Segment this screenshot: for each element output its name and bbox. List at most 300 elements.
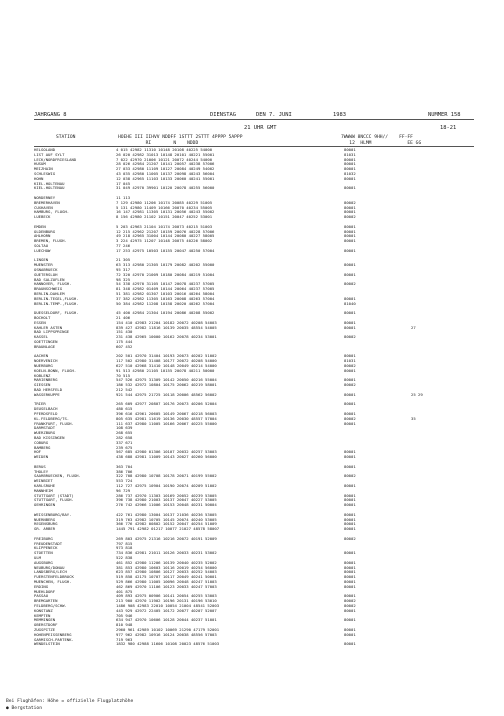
table-row xyxy=(0,335,504,339)
observation-data: 108 639 xyxy=(116,425,133,431)
table-row xyxy=(0,249,504,253)
station-name: EMDEN xyxy=(34,223,46,229)
observation-data: 28 026 42984 21207 10141 20057 40238 57006 xyxy=(116,161,215,167)
observation-data: 322 708 42980 10708 10178 20071 40199 55002 xyxy=(116,473,217,479)
station-name: REGENSBURG xyxy=(34,521,58,527)
table-row xyxy=(0,148,504,152)
group-code: 80001 xyxy=(344,641,356,647)
station-name: BRAUNSCHWEIG xyxy=(34,286,63,292)
observation-data: 719 963 xyxy=(116,636,133,642)
observation-data: 1832 980 42988 11606 10108 20023 48576 51003 xyxy=(116,641,220,647)
station-name: HOHENPEISSENBERG xyxy=(34,631,72,637)
table-row xyxy=(0,494,504,498)
group-code: 80001 xyxy=(344,631,356,637)
table-row xyxy=(0,618,504,622)
station-name: DARMSTADT xyxy=(34,425,56,431)
station-name: ULM xyxy=(34,555,42,560)
group-code: 80002 xyxy=(344,535,356,541)
station-name: STUTTGART, FLUGH. xyxy=(34,497,74,503)
station-name: MANNHEIM xyxy=(34,487,53,493)
table-row xyxy=(0,446,504,450)
station-name: AHLHORN xyxy=(34,233,51,239)
station-name: KOBLENZ xyxy=(34,372,51,378)
column-header-station: STATION xyxy=(56,135,76,140)
volume-label: JAHRGANG 8 xyxy=(34,112,67,118)
observation-data: 396 616 42961 20605 10149 20067 40218 56003 xyxy=(116,411,217,416)
observation-time: 21 UHR GMT xyxy=(244,125,277,131)
table-row xyxy=(0,407,504,411)
table-row xyxy=(0,158,504,162)
table-row xyxy=(0,326,504,330)
station-name: KONSTANZ xyxy=(34,607,53,613)
table-row xyxy=(0,556,504,560)
group-code: 80001 xyxy=(344,353,356,359)
table-row xyxy=(0,330,504,334)
observation-data: 202 501 42970 31404 10193 20073 40202 51002 xyxy=(116,353,217,359)
group-code: 80001 xyxy=(344,367,356,373)
table-row xyxy=(0,498,504,502)
group-code: 80002 xyxy=(344,603,356,608)
table-row xyxy=(0,383,504,387)
table-row xyxy=(0,258,504,262)
table-row xyxy=(0,585,504,589)
observation-data: 111 637 42980 11005 10166 20067 40225 55000 xyxy=(116,420,217,426)
station-name: BERLIN-TEGEL,FLUGH. xyxy=(34,295,79,301)
station-name: BREMEN, FLUGH. xyxy=(34,238,67,244)
footnote-mountain-station: ● Bergstation xyxy=(6,706,42,711)
station-name: OLDENBURG xyxy=(34,228,56,234)
group-code: 80002 xyxy=(344,363,356,368)
observation-data: 705 946 xyxy=(116,612,133,618)
observation-data: 70 515 xyxy=(116,372,131,378)
station-name: STUTTGART (STADT) xyxy=(34,492,74,498)
table-spacer xyxy=(0,532,504,536)
station-name: CUXHAVEN xyxy=(34,204,53,210)
table-row xyxy=(0,542,504,546)
station-name: KASSEL xyxy=(34,334,49,340)
group-code: 80001 xyxy=(344,593,356,599)
column-header-rule xyxy=(34,146,474,147)
observation-data: 117 502 42980 31408 10177 20072 40208 54000 xyxy=(116,358,217,364)
station-name: KIEL-HOLTENAU xyxy=(34,180,65,186)
observation-data: 212 542 xyxy=(116,387,133,392)
group-code: 80001 xyxy=(344,411,356,416)
table-row xyxy=(0,273,504,277)
station-name: BERLIN-TEMP.,FLUGH. xyxy=(34,300,79,306)
extra-values: 35 xyxy=(411,415,416,421)
table-row xyxy=(0,196,504,200)
table-row xyxy=(0,167,504,171)
station-name: ZUGSPITZE xyxy=(34,627,56,632)
observation-data: 21 406 xyxy=(116,315,131,320)
observation-data: 112 727 42975 10904 10190 20074 40209 51002 xyxy=(116,483,217,488)
observation-data: 51 381 42982 01307 10103 20016 40264 58004 xyxy=(116,291,215,296)
group-code: 80001 xyxy=(344,569,356,575)
station-name: WENDELSTEIN xyxy=(34,641,60,647)
table-row xyxy=(0,465,504,469)
station-name: BREMERHAVEN xyxy=(34,199,60,205)
observation-data: 797 815 xyxy=(116,540,133,546)
date-label: DEN 7. JUNI xyxy=(256,112,292,118)
group-code: 80001 xyxy=(344,391,356,397)
observation-data: 366 776 42982 00802 10152 20047 40254 51009 xyxy=(116,521,217,527)
station-name: OBERSTDORF xyxy=(34,622,58,628)
station-name: GIESSEN xyxy=(34,382,51,388)
station-name: HOHN xyxy=(34,175,44,181)
observation-data: 151 430 xyxy=(116,329,133,335)
observation-data: 386 706 xyxy=(116,468,133,474)
observation-data: 54 338 42970 31105 10147 20078 40237 57005 xyxy=(116,281,215,287)
station-name: MARIENBERG xyxy=(34,377,58,383)
table-row xyxy=(0,388,504,392)
station-name: HANNOVER, FLUGH. xyxy=(34,281,72,287)
observation-data: 12 215 42962 21207 10159 20076 40228 57006 xyxy=(116,228,215,234)
station-name: OEHRINGEN xyxy=(34,502,56,508)
observation-data: 91 513 42980 21105 10155 20078 40211 50000 xyxy=(116,367,215,373)
observation-data: 72 320 42970 21009 10180 20084 40219 51004 xyxy=(116,271,215,277)
station-name: FUERSTENFELDBRUCK xyxy=(34,574,74,580)
group-code: 80001 xyxy=(344,511,356,517)
table-row xyxy=(0,316,504,320)
station-name: BAD SALZUFLEN xyxy=(34,276,65,282)
table-spacer xyxy=(0,460,504,464)
table-row xyxy=(0,537,504,541)
table-row xyxy=(0,566,504,570)
observation-data: 213 900 42970 11902 10196 20131 40196 53010 xyxy=(116,598,217,604)
group-code: 80001 xyxy=(344,262,356,268)
table-spacer xyxy=(0,254,504,258)
group-code: 80001 xyxy=(344,271,356,277)
station-name: ERDING xyxy=(34,583,49,589)
observation-data: 175 444 xyxy=(116,339,133,344)
group-code: 80001 xyxy=(344,617,356,623)
observation-data: 11 113 xyxy=(116,195,131,200)
station-name: NUERNBERG xyxy=(34,516,56,522)
observation-data: 623 857 42980 10806 10127 20033 40252 54003 xyxy=(116,569,217,575)
group-code: 80001 xyxy=(344,579,356,584)
observation-data: 276 742 42966 11006 10153 20048 40231 50004 xyxy=(116,502,217,508)
year-label: 1983 xyxy=(333,112,346,118)
observation-data: 461 852 42980 11206 10139 20040 40235 52002 xyxy=(116,559,217,565)
group-code: 80001 xyxy=(344,401,356,407)
observation-data: 37 382 42982 11305 10163 20008 40263 57004 xyxy=(116,295,215,301)
group-code: 80001 xyxy=(344,559,356,565)
station-name: LUECHOW xyxy=(34,247,51,253)
table-row xyxy=(0,609,504,613)
observation-data: 522 838 xyxy=(116,555,133,560)
table-row xyxy=(0,412,504,416)
station-name: BAMBERG xyxy=(34,444,51,450)
table-row xyxy=(0,450,504,454)
station-name: MUENSTER xyxy=(34,262,53,268)
observation-data: 921 544 42975 21725 10118 20006 48562 56002 xyxy=(116,391,217,397)
observation-data: 81 348 42982 01409 10144 20064 40237 57005 xyxy=(116,286,215,292)
group-code: 80002 xyxy=(344,214,356,220)
group-code: 80001 xyxy=(344,185,356,191)
table-row xyxy=(0,441,504,445)
observation-data: 239 675 xyxy=(116,444,133,450)
observation-data: 607 452 xyxy=(116,343,133,349)
station-name: WEINBIET xyxy=(34,478,53,484)
observation-data: 49 218 42965 31004 10144 20080 40227 58005 xyxy=(116,233,215,239)
table-row xyxy=(0,282,504,286)
group-code: 80001 xyxy=(344,247,356,253)
observation-data: 96 729 xyxy=(116,487,131,493)
table-row xyxy=(0,201,504,205)
table-row xyxy=(0,321,504,325)
group-code: 80001 xyxy=(344,583,356,589)
group-code: 80001 xyxy=(344,497,356,503)
group-code: 80001 xyxy=(344,161,356,167)
station-name: NOERVENICH xyxy=(34,358,58,364)
table-row xyxy=(0,230,504,234)
table-row xyxy=(0,345,504,349)
group-code: 81031 xyxy=(344,358,356,364)
station-name: ESSEN xyxy=(34,319,46,325)
group-code: 80001 xyxy=(344,233,356,239)
table-row xyxy=(0,417,504,421)
table-row xyxy=(0,503,504,507)
group-code: 80001 xyxy=(344,175,356,181)
weekday-label: DIENSTAG xyxy=(210,112,236,118)
observation-data: 98 325 xyxy=(116,276,131,282)
table-row xyxy=(0,378,504,382)
group-code: 80001 xyxy=(344,502,356,508)
table-row xyxy=(0,374,504,378)
group-code: 80001 xyxy=(344,166,356,172)
table-row xyxy=(0,633,504,637)
group-code: 80001 xyxy=(344,310,356,316)
station-name: LINGEN xyxy=(34,257,49,263)
group-code: 80002 xyxy=(344,415,356,421)
observation-data: 462 869 42970 11106 10123 20033 40247 57003 xyxy=(116,583,217,589)
group-code: 80001 xyxy=(344,377,356,383)
station-name: WUERZBURG xyxy=(34,430,56,436)
station-name: KL.FELDBERG/TS. xyxy=(34,415,70,421)
group-code: 80001 xyxy=(344,521,356,527)
station-name: BREMGARTEN xyxy=(34,598,58,604)
observation-data: 519 858 42175 10707 10117 20049 40241 50001 xyxy=(116,574,217,580)
observation-data: 7 022 42970 21006 10121 20072 40244 54000 xyxy=(116,156,213,162)
station-name: FELDBERG/SCHW. xyxy=(34,603,67,608)
observation-data: 26 020 42982 31013 10148 20101 40221 55001 xyxy=(116,151,215,157)
table-row xyxy=(0,369,504,373)
observation-data: 31 049 42970 39901 10120 20078 40255 56000 xyxy=(116,185,215,191)
table-row xyxy=(0,638,504,642)
table-row xyxy=(0,268,504,272)
observation-data: 269 803 42975 21316 10216 20072 40191 52009 xyxy=(116,535,217,541)
table-row xyxy=(0,513,504,517)
observation-data: 12 038 42965 11103 10133 20060 40241 55001 xyxy=(116,175,215,181)
observation-data: 5 203 42963 21104 10174 20073 40215 51003 xyxy=(116,223,213,229)
station-name: GR. ARBER xyxy=(34,526,56,532)
station-name: THOLEY xyxy=(34,468,49,474)
observation-data: 363 704 xyxy=(116,463,133,469)
observation-data: 5 131 42980 11409 10166 20070 40234 55005 xyxy=(116,204,213,210)
extra-values: 25 29 xyxy=(411,391,423,397)
group-code: 80002 xyxy=(344,598,356,604)
observation-data: 839 427 42982 11816 10139 20035 48554 54005 xyxy=(116,324,217,330)
table-row xyxy=(0,455,504,459)
group-code: 80001 xyxy=(344,516,356,522)
observation-data: 282 658 xyxy=(116,435,133,440)
group-code: 80001 xyxy=(344,420,356,426)
observation-data: 973 818 xyxy=(116,545,133,551)
observation-data: 27 033 42980 11109 10127 20084 40249 54002 xyxy=(116,166,215,172)
observation-data: 4 015 42982 11310 10148 20108 40225 54000 xyxy=(116,147,213,152)
group-code: 80002 xyxy=(344,281,356,287)
observation-data: 286 737 42970 11303 10169 20052 40239 53005 xyxy=(116,492,217,498)
group-code: 80001 xyxy=(344,156,356,162)
table-row xyxy=(0,599,504,603)
table-row xyxy=(0,522,504,526)
table-row xyxy=(0,244,504,248)
table-row xyxy=(0,287,504,291)
observation-data: 7 129 42980 11206 10174 20085 40229 51005 xyxy=(116,199,213,205)
table-row xyxy=(0,422,504,426)
observation-data: 443 929 42972 22405 10172 20077 40207 52007 xyxy=(116,607,217,613)
station-name: KEMPTEN xyxy=(34,612,51,618)
station-name: MEMMINGEN xyxy=(34,617,56,623)
observation-data: 21 305 xyxy=(116,257,131,263)
station-name: TRIER xyxy=(34,401,46,407)
station-name: PASSAU xyxy=(34,593,49,599)
observation-data: 805 635 42981 11619 10136 20030 48557 57004 xyxy=(116,415,217,421)
observation-data: 396 738 42980 21003 10137 20047 40227 53005 xyxy=(116,497,217,503)
station-name: BERUS xyxy=(34,463,46,469)
observation-data: 337 671 xyxy=(116,439,133,445)
table-row xyxy=(0,225,504,229)
table-row xyxy=(0,182,504,186)
observation-data: 1445 791 42982 01217 10077 21027 48578 58007 xyxy=(116,526,220,532)
footnote-airports: Bei Flughäfen: Höhe = offizielle Flugplatzhöhe xyxy=(6,699,134,704)
table-row xyxy=(0,484,504,488)
observation-data: 438 688 42981 11009 10143 20027 40260 56000 xyxy=(116,454,217,460)
station-name: HELGOLAND xyxy=(34,147,56,152)
observation-data: 409 893 42975 00906 10141 20054 40255 53003 xyxy=(116,593,217,599)
table-spacer xyxy=(0,350,504,354)
station-name: BAD LIPPSPRINGE xyxy=(34,329,70,335)
station-name: WASSERKUPPE xyxy=(34,391,60,397)
observation-data: 2960 961 42989 10102 10069 21290 47179 52001 xyxy=(116,627,220,632)
observation-data: 480 615 xyxy=(116,406,133,412)
station-name: HOF xyxy=(34,449,42,455)
station-name: GARMISCH-PARTENK. xyxy=(34,636,74,642)
station-name: BAD KISSINGEN xyxy=(34,435,65,440)
observation-data: 154 410 42983 21204 10182 20072 40208 54003 xyxy=(116,319,217,325)
observation-data: 401 875 xyxy=(116,588,133,594)
time-range: 18-21 xyxy=(440,125,457,131)
observation-data: 63 313 42980 21305 10179 20082 40202 55000 xyxy=(116,262,215,268)
station-name: MEIZHAIN xyxy=(34,166,53,172)
table-row xyxy=(0,426,504,430)
observation-data: 553 724 xyxy=(116,478,133,484)
table-row xyxy=(0,186,504,190)
observation-data: 43 035 42980 11005 10137 20098 40243 56004 xyxy=(116,171,215,176)
table-row xyxy=(0,340,504,344)
group-code: 80001 xyxy=(344,324,356,330)
group-code: 81031 xyxy=(344,151,356,157)
header-rule xyxy=(34,119,474,120)
observation-data: 3 224 42975 11207 10148 20075 40226 58002 xyxy=(116,238,213,244)
table-row xyxy=(0,518,504,522)
station-name: SCHLESWIG xyxy=(34,171,56,176)
extra-values: 27 xyxy=(411,324,416,330)
group-code: 81040 xyxy=(344,300,356,306)
station-name: LUEBECK xyxy=(34,214,51,220)
station-name: KOELN-BONN, FLUGH. xyxy=(34,367,77,373)
group-code: 80001 xyxy=(344,463,356,469)
station-name: HUSUM xyxy=(34,161,46,167)
station-name: KAHLER ASTEN xyxy=(34,324,63,330)
table-row xyxy=(0,614,504,618)
table-row xyxy=(0,436,504,440)
observation-data: 1486 908 42983 22010 10054 21004 48541 52003 xyxy=(116,603,220,608)
group-code: 80001 xyxy=(344,526,356,532)
table-row xyxy=(0,489,504,493)
observation-data: 8 156 42980 21102 10151 20047 40252 53001 xyxy=(116,214,213,220)
table-row xyxy=(0,575,504,579)
station-name: WEISSENBURG/BAY. xyxy=(34,511,72,517)
observation-data: 268 655 xyxy=(116,430,133,436)
station-name: BERLIN-DAHLEM xyxy=(34,291,65,296)
group-code: 80002 xyxy=(344,473,356,479)
table-row xyxy=(0,580,504,584)
group-code: 80001 xyxy=(344,454,356,460)
station-name: PFERDSFELD xyxy=(34,411,58,416)
table-spacer xyxy=(0,398,504,402)
table-row xyxy=(0,172,504,176)
station-name: NORDERNEY xyxy=(34,195,56,200)
table-row xyxy=(0,604,504,608)
table-row xyxy=(0,551,504,555)
table-spacer xyxy=(0,191,504,195)
group-code: 80001 xyxy=(344,550,356,556)
station-name: SOLTAU xyxy=(34,243,49,248)
observation-data: 977 962 42982 10916 10124 20038 48556 57003 xyxy=(116,631,217,637)
observation-data: 17 045 xyxy=(116,180,131,186)
station-name: FREIBURG xyxy=(34,535,53,541)
station-name: MUEHLDORF xyxy=(34,588,56,594)
observation-data: 547 526 42975 31309 10142 20050 40216 55004 xyxy=(116,377,217,383)
station-name: LIST AUF SYLT xyxy=(34,151,65,157)
group-code: 80001 xyxy=(344,449,356,455)
station-name: BAD HERSFELD xyxy=(34,387,63,392)
station-name: AACHEN xyxy=(34,353,49,359)
table-spacer xyxy=(0,220,504,224)
table-spacer xyxy=(0,508,504,512)
group-code: 80001 xyxy=(344,607,356,613)
observation-data: 45 400 42984 21304 10194 20086 40208 55002 xyxy=(116,310,215,316)
table-row xyxy=(0,278,504,282)
station-name: MUENCHEN, FLUGH. xyxy=(34,579,72,584)
observation-data: 529 866 42980 11005 10096 20048 40247 51003 xyxy=(116,579,217,584)
observation-data: 634 947 42970 10606 10128 20044 40237 51001 xyxy=(116,617,217,623)
group-code: 81032 xyxy=(344,171,356,176)
group-code: 80001 xyxy=(344,295,356,301)
table-row xyxy=(0,302,504,306)
station-name: NUERBURG xyxy=(34,363,53,368)
station-name: SAARBRUECKEN, FLUGH. xyxy=(34,473,81,479)
group-code: 80001 xyxy=(344,209,356,215)
station-name: COBURG xyxy=(34,439,49,445)
station-name: KARLSRUHE xyxy=(34,483,56,488)
station-name: HAMBURG, FLUGH. xyxy=(34,209,70,215)
table-row xyxy=(0,239,504,243)
observation-data: 186 532 42972 10804 10175 20062 40219 58001 xyxy=(116,382,217,388)
table-row xyxy=(0,642,504,646)
table-row xyxy=(0,162,504,166)
